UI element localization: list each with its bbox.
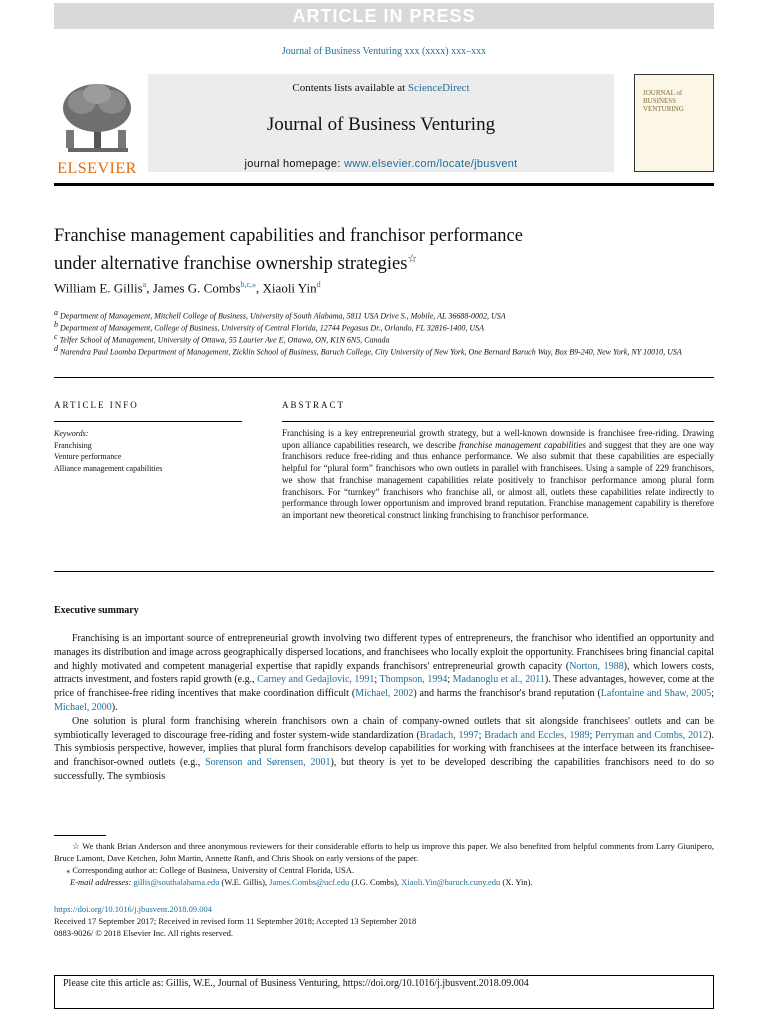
email-link[interactable]: Xiaoli.Yin@baruch.cuny.edu [401,877,501,887]
citation-text: Please cite this article as: Gillis, W.E., Journal of Business Venturing, https://doi.org/10.1016/j.jbusvent.2018.09.004 [63,978,529,989]
author-separator: , [146,280,153,296]
footnote-rule [54,835,106,836]
citation-link[interactable]: Norton, 1988 [569,660,624,672]
citation-link[interactable]: Bradach, 1997 [419,729,479,741]
paragraph-text: ; [478,729,485,741]
acknowledgement-footnote: ☆ We thank Brian Anderson and three anonymous reviewers for their considerable efforts to help us improve this paper. We also benefited from helpful comments from Larry Giunipero, Bruce Lamont, Dave Ketchen, John Martin, Annette Ranft, and Chris Shook on early versions of the paper. [54,841,714,863]
author-affiliation-mark[interactable]: d [316,280,321,289]
email-footnote [54,876,714,888]
affiliation-text: Narendra Paul Loomba Department of Management, Zicklin School of Business, Baruch College, City University of New York, One Bernard Baruch Way, Box B9-240, New York, NY 10010, USA [60,347,682,357]
body-text [54,632,714,784]
abstract-rule [282,421,714,422]
corresponding-author-footnote: ⁎ Corresponding author at: College of Business, University of Central Florida, USA. [66,865,355,875]
citation-link[interactable]: Madanoglu et al., 2011 [452,674,545,686]
affiliation-mark: a [54,308,58,317]
section-rule [54,377,714,378]
author-name: William E. Gillis [54,280,143,296]
paragraph-text: ). These advantages, however, come at the price of franchisee-free riding incentives that make coordination difficult ( [54,674,715,700]
affiliation-d [54,343,694,359]
keyword-item: Venture performance [54,452,122,461]
citation-link[interactable]: Bradach and Eccles, 1989 [484,729,590,741]
publication-info [54,903,714,939]
keywords-block [54,428,242,474]
abstract-text [282,428,714,522]
email-owner: (W.E. Gillis), [219,877,270,887]
author-affiliation-mark[interactable]: b,c,⁎ [240,280,257,289]
author-separator: , [256,280,263,296]
paragraph-text: ), which lowers costs, attracts investment, and fosters rapid growth (e.g., [54,660,714,686]
journal-title: Journal of Business Venturing [266,114,496,135]
affiliation-mark: d [54,344,58,353]
citation-link[interactable]: Lafontaine and Shaw, 2005 [600,688,712,700]
abstract-part: Franchising is a key entrepreneurial growth strategy, but a well-known downside is franchisee free-riding. Drawing upon alliance capabilities research, we describe [282,428,714,450]
author-name: James G. Combs [152,280,241,296]
author-name: Xiaoli Yin [262,280,317,296]
citation-link[interactable]: Carney and Gedajlovic, 1991 [257,674,375,686]
affiliation-mark: b [54,320,58,329]
article-info-rule [54,421,242,422]
affiliation-text: Department of Management, College of Business, University of Central Florida, 12744 Pegasus Dr., Orlando, FL 32816-1400, USA [60,323,485,333]
affiliation-text: Department of Management, Mitchell College of Business, University of South Alabama, 5811 USA Drive S., Mobile, AL 36688-0002, USA [60,311,506,321]
received-dates: Received 17 September 2017; Received in revised form 11 September 2018; Accepted 13 September 2018 [54,916,417,926]
paragraph-text: Franchising is an important source of entrepreneurial growth involving two different types of entrepreneurs, the franchisor who identified an opportunity and manages its distribution and image across geographically dispersed locations, and franchisees who locally exploit the opportunity. Franchisees bring financial capital and highly motivated and competent managerial expertise that rapidly expands franchisors' entrepreneurial growth capacity ( [54,633,714,672]
citation-link[interactable]: Sorenson and Sørensen, 2001 [205,757,331,769]
paragraph-text: ; [589,729,596,741]
masthead-center [148,74,614,172]
journal-cover-image[interactable] [634,74,714,172]
paragraph-text: ; [711,688,715,700]
homepage-prefix: journal homepage: [244,158,345,170]
masthead [54,74,714,186]
paragraph-text: ; [374,674,380,686]
keywords-label: Keywords: [54,429,89,438]
abstract-part: and suggest that they are one way franchisors reduce free-riding and thus enhance performance. We also submit that these capabilities are especially helpful for “plural form” franchisors who own outlets in parallel with franchisees. Using a sample of 229 franchisors, we show that franchise management capabilities relate positively to franchisor performance among plural form franchisors. For “turnkey” franchisors who franchise all, or almost all, outlets these capabilities relate indirectly to performance through lower opportunism and improved brand reputation. Franchise management capability is therefore an important new theoretical construct linking franchising to franchisor performance. [282,439,715,520]
homepage-link[interactable]: www.elsevier.com/locate/jbusvent [344,158,518,170]
elsevier-tree-icon [54,80,140,158]
keyword-item: Franchising [54,440,92,450]
citation-link[interactable]: Michael, 2000 [54,701,112,713]
citation-link[interactable]: Perryman and Combs, 2012 [595,729,709,741]
title-line-2: under alternative franchise ownership strategies [54,254,408,275]
email-owner: (X. Yin). [500,877,533,887]
executive-summary-heading: Executive summary [54,605,139,616]
email-label: E-mail addresses: [70,877,134,887]
author-list [54,280,321,296]
paragraph-text: ; [447,674,453,686]
cover-title: JOURNAL of BUSINESS VENTURING [643,89,684,113]
title-line-1: Franchise management capabilities and franchisor performance [54,226,523,246]
author-affiliation-mark[interactable]: a [142,280,147,289]
article-in-press-banner: ARTICLE IN PRESS [54,3,714,29]
keyword-item: Alliance management capabilities [54,463,163,473]
body-paragraph [54,715,714,784]
paper-title [54,225,654,276]
paragraph-text: ). [111,701,118,713]
affiliation-mark: c [54,332,58,341]
email-link[interactable]: gillis@southalabama.edu [133,877,220,887]
abstract-heading: ABSTRACT [282,400,346,410]
copyright-line: 0883-9026/ © 2018 Elsevier Inc. All rights reserved. [54,928,234,938]
contents-prefix: Contents lists available at [292,82,408,94]
journal-reference-link[interactable]: Journal of Business Venturing xxx (xxxx) xxx–xxx [281,46,487,57]
citation-link[interactable]: Thompson, 1994 [379,674,448,686]
abstract-italic-term: franchise management capabilities [458,439,587,450]
masthead-rule [54,183,714,186]
citation-link[interactable]: Michael, 2002 [355,688,414,700]
article-info-heading: ARTICLE INFO [54,400,139,410]
title-footnote-mark[interactable]: ☆ [407,253,418,265]
sciencedirect-link[interactable]: ScienceDirect [407,82,470,94]
homepage-line [148,158,614,170]
doi-link[interactable]: https://doi.org/10.1016/j.jbusvent.2018.09.004 [54,904,213,914]
citation-box [54,975,714,1009]
paragraph-text: One solution is plural form franchising wherein franchisors own a chain of company-owned outlets that sit alongside franchisees' outlets and can be symbiotically leveraged to discourage free-riding and foster system-wide standardization ( [54,715,714,741]
elsevier-logo[interactable] [54,80,140,180]
email-link[interactable]: James.Combs@ucf.edu [269,877,350,887]
paragraph-text: ) and harms the franchisor's brand reputation ( [413,688,601,700]
elsevier-wordmark: ELSEVIER [57,160,137,177]
paragraph-text: ). This symbiosis perspective, however, implies that plural form franchisors develop capabilities for working with franchisees at the interface between its franchisee- and franchisor-owned outlets (e.g., [54,729,714,769]
footnotes [54,840,714,888]
affiliation-text: Telfer School of Management, University of Ottawa, 55 Laurier Ave E, Ottawa, ON, K1N 6N5, Canada [59,335,390,345]
section-rule [54,571,714,572]
email-owner: (J.G. Combs), [349,877,402,887]
paragraph-text: ), but theory is yet to be developed describing the capabilities franchisors need to do so successfully. The symbiosis [54,757,714,782]
body-paragraph [54,632,714,715]
contents-line [148,82,614,94]
